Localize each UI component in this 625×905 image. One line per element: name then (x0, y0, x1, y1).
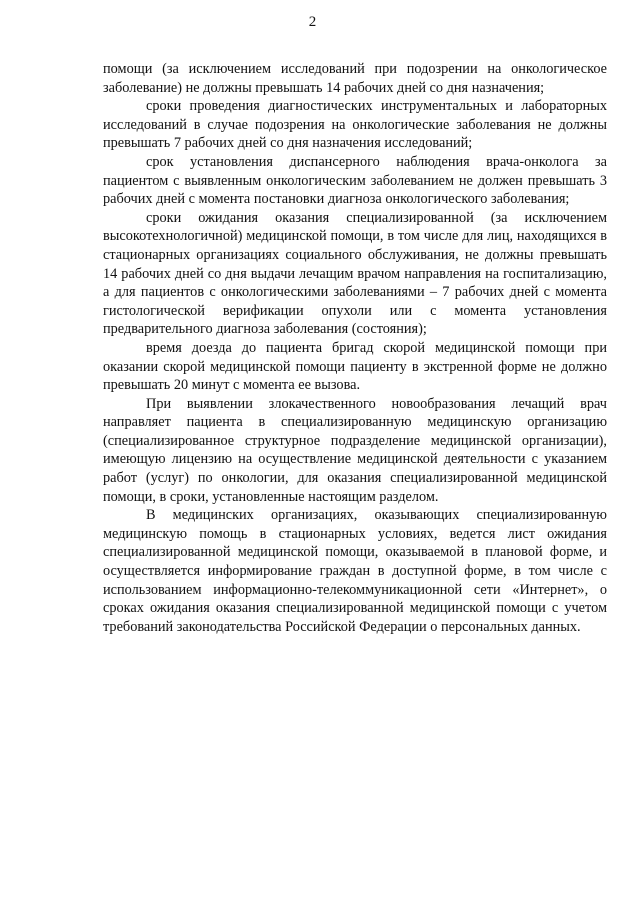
page-number: 2 (308, 14, 317, 30)
paragraph-specialized-care-wait: сроки ожидания оказания специализированной (за исключением высокотехнологичной) медицинской помощи, в том числе для лиц, находящихся в стационарных организациях социального обслуживания, не должны превышать 14 рабочих дней со дня выдачи лечащим врачом направления на госпитализацию, а для пациентов с онкологическими заболеваниями – 7 рабочих дней с момента гистологической верификации опухоли или с момента установления предварительного диагноза заболевания (состояния); (103, 209, 607, 338)
document-body (103, 60, 607, 636)
paragraph-waiting-list: В медицинских организациях, оказывающих специализированную медицинскую помощь в стационарных условиях, ведется лист ожидания специализированной медицинской помощи, оказываемой в плановой форме, и осуществляется информирование граждан в доступной форме, в том числе с использованием информационно-телекоммуникационной сети «Интернет», о сроках ожидания оказания специализированной медицинской помощи с учетом требований законодательства Российской Федерации о персональных данных. (103, 507, 607, 635)
paragraph-malignant-referral: При выявлении злокачественного новообразования лечащий врач направляет пациента в специализированную медицинскую организацию (специализированное структурное подразделение медицинской организации), имеющую лицензию на осуществление медицинской деятельности с указанием работ (услуг) по онкологии, для оказания специализированной медицинской помощи, в сроки, установленные настоящим разделом. (103, 395, 607, 505)
paragraph-diagnostic-terms: сроки проведения диагностических инструментальных и лабораторных исследований в случае подозрения на онкологические заболевания не должны превышать 7 рабочих дней со дня назначения исследований; (103, 98, 607, 152)
paragraph-ambulance-arrival: время доезда до пациента бригад скорой медицинской помощи при оказании скорой медицинской помощи пациенту в экстренной форме не должно превышать 20 минут с момента ее вызова. (103, 339, 607, 394)
paragraph-continuation: помощи (за исключением исследований при подозрении на онкологическое заболевание) не должны превышать 14 рабочих дней со дня назначения; (103, 61, 607, 96)
paragraph-dispensary-observation: срок установления диспансерного наблюдения врача-онколога за пациентом с выявленным онкологическим заболеванием не должен превышать 3 рабочих дней с момента постановки диагноза онкологического заболевания; (103, 153, 607, 208)
